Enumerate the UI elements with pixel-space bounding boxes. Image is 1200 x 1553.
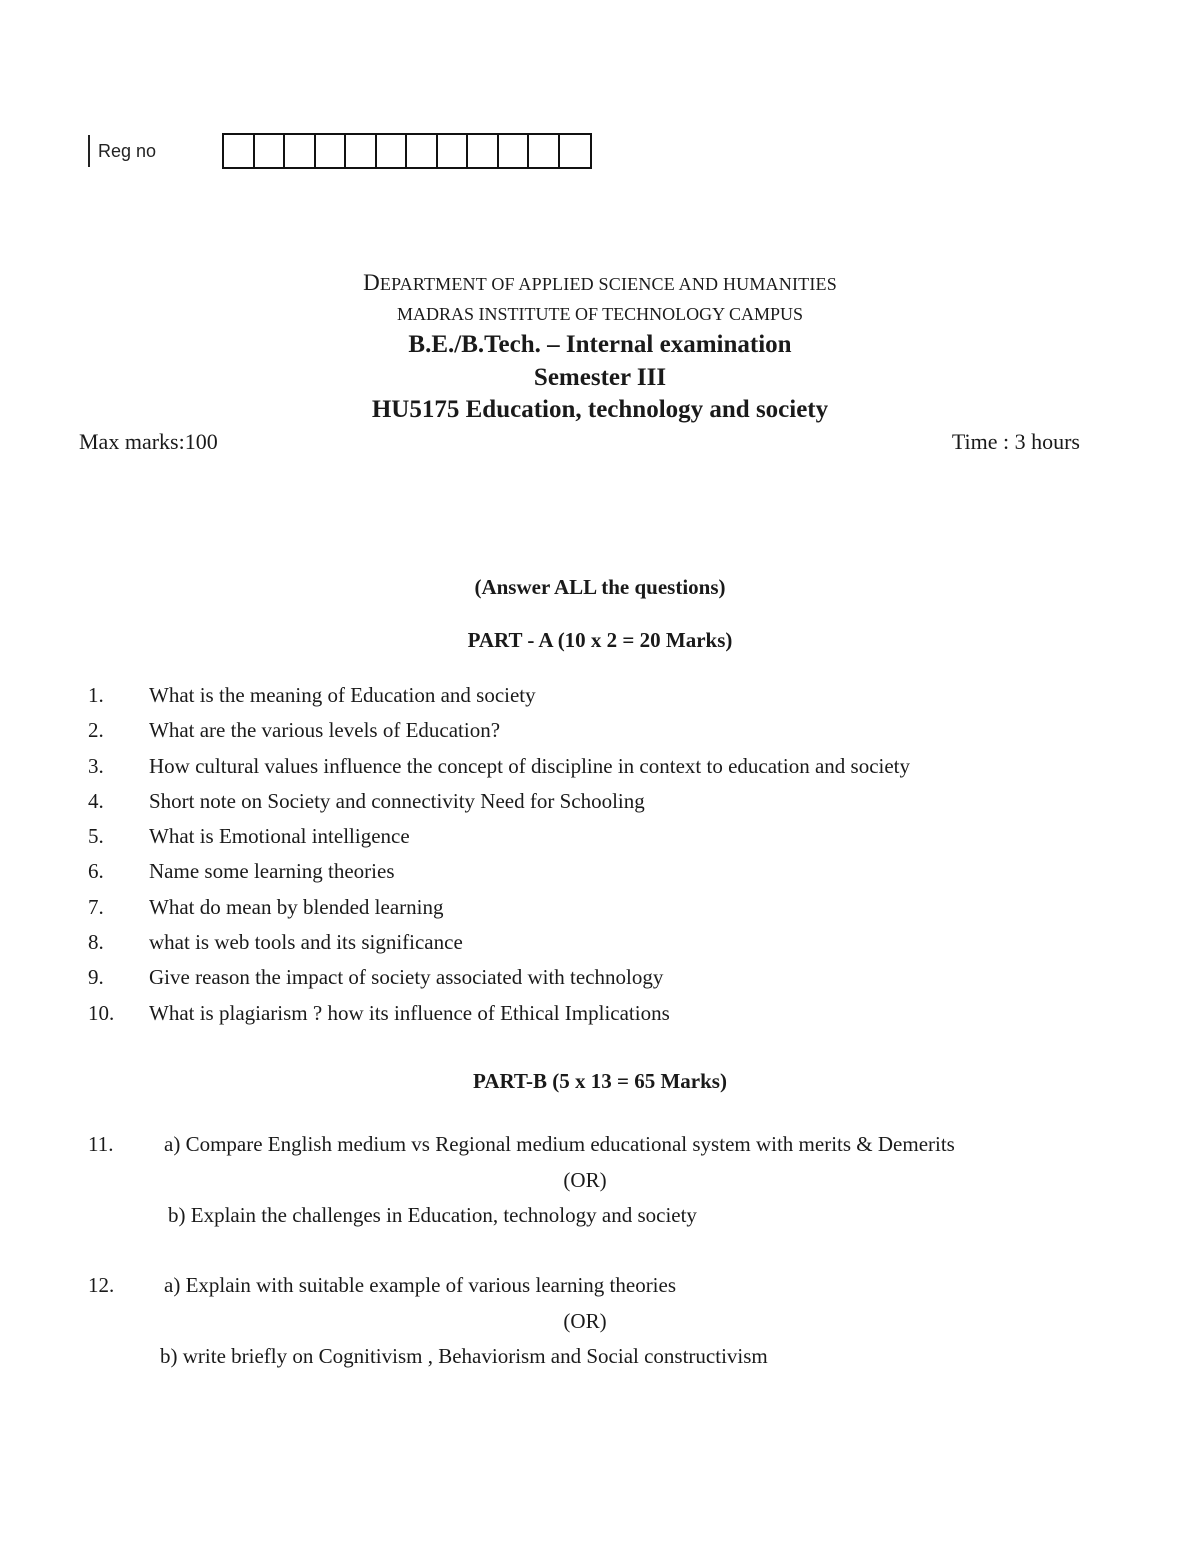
campus-title: MADRAS INSTITUTE OF TECHNOLOGY CAMPUS [396,304,804,324]
reg-no-box [377,135,408,167]
question-text: what is web tools and its significance [149,930,463,955]
question-12-option-a: a) Explain with suitable example of various learning theories [164,1273,677,1297]
question-item [0,859,1200,894]
question-item [0,1001,1200,1036]
part-a-title: PART - A (10 x 2 = 20 Marks) [467,628,733,652]
subject-title: HU5175 Education, technology and society [371,396,829,423]
reg-no-box [407,135,438,167]
question-11-option-a: a) Compare English medium vs Regional medium educational system with merits & Demerits [164,1132,955,1156]
marks-time-row [79,429,1080,455]
course-title: B.E./B.Tech. – Internal examination [408,331,792,358]
question-item [0,965,1200,1000]
question-12-or: (OR) [563,1309,607,1333]
question-number: 6. [88,859,104,884]
reg-no-box [468,135,499,167]
question-number: 1. [88,683,104,707]
question-number: 5. [88,824,104,849]
reg-no-boxes [222,133,592,169]
department-rest: EPARTMENT OF APPLIED SCIENCE AND HUMANITIES [379,274,837,294]
part-a-question-list [0,683,1200,1036]
department-title [0,270,1200,296]
instruction-text: (Answer ALL the questions) [474,575,726,599]
question-text: Name some learning theories [149,859,395,884]
exam-time: Time : 3 hours [951,429,1080,454]
question-11-option-b: b) Explain the challenges in Education, technology and society [168,1203,697,1227]
reg-no-box [285,135,316,167]
part-b-title: PART-B (5 x 13 = 65 Marks) [473,1069,727,1093]
reg-no-box [346,135,377,167]
question-item [0,895,1200,930]
question-text: What is the meaning of Education and society [149,683,536,707]
question-item [0,789,1200,824]
question-item [0,754,1200,789]
question-number-11: 11. [88,1132,114,1156]
question-item [0,824,1200,859]
question-item [0,683,1200,718]
reg-no-box [529,135,560,167]
question-item [0,718,1200,753]
reg-no-field [88,133,592,169]
max-marks: Max marks:100 [79,429,218,454]
question-number: 10. [88,1000,115,1025]
question-number: 2. [88,718,104,743]
question-text: Short note on Society and connectivity Need for Schooling [149,788,645,813]
department-initial: D [363,270,380,295]
reg-no-label: Reg no [98,140,157,161]
question-text: Give reason the impact of society associated with technology [149,965,664,990]
reg-no-box [560,135,591,167]
question-number: 4. [88,788,104,813]
reg-no-box [255,135,286,167]
question-number: 8. [88,930,104,955]
question-text: What is plagiarism ? how its influence of Ethical Implications [149,1000,670,1025]
question-12-option-b: b) write briefly on Cognitivism , Behaviorism and Social constructivism [160,1344,768,1368]
reg-divider [88,135,90,167]
reg-no-box [316,135,347,167]
question-number: 7. [88,894,104,919]
question-text: What are the various levels of Education? [149,718,501,743]
question-11-or: (OR) [563,1168,607,1192]
reg-no-box [438,135,469,167]
question-number-12: 12. [88,1273,115,1297]
reg-no-box [224,135,255,167]
question-text: What is Emotional intelligence [149,824,410,849]
question-text: What do mean by blended learning [149,894,444,919]
question-number: 3. [88,753,104,778]
question-text: How cultural values influence the concept of discipline in context to education and society [149,753,911,778]
semester-title: Semester III [533,364,667,391]
question-item [0,930,1200,965]
question-number: 9. [88,965,104,990]
reg-no-box [499,135,530,167]
